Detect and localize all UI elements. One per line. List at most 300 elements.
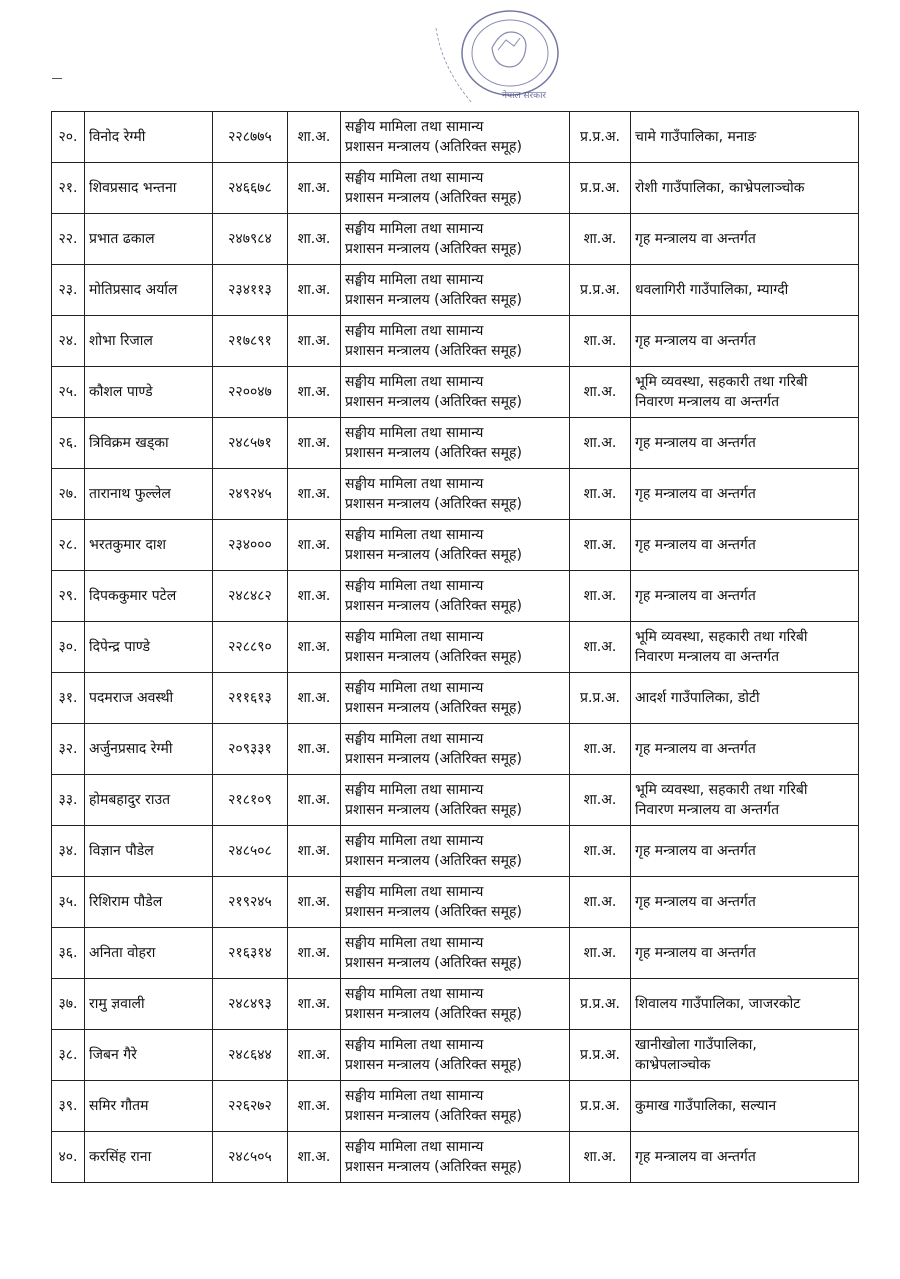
table-row: [52, 367, 859, 418]
table-row: [52, 979, 859, 1030]
serial-number: [52, 1030, 85, 1081]
current-office-text: सङ्घीय मामिला तथा सामान्य: [345, 221, 484, 237]
destination-office-text: भूमि व्यवस्था, सहकारी तथा गरिबी: [635, 374, 808, 390]
current-office-text: सङ्घीय मामिला तथा सामान्य: [345, 833, 484, 849]
table-row: [52, 775, 859, 826]
destination-office: [631, 214, 859, 265]
symbol-number-text: २४८४८२: [228, 588, 272, 604]
current-level-text: शा.अ.: [297, 180, 331, 196]
employee-name-text: तारानाथ फुल्लेल: [89, 486, 171, 502]
employee-name-text: होमबहादुर राउत: [89, 792, 171, 808]
current-office-text: प्रशासन मन्त्रालय (अतिरिक्त समूह): [345, 139, 522, 155]
current-level-text: शा.अ.: [297, 741, 331, 757]
employee-name-text: दिपेन्द्र पाण्डे: [89, 639, 150, 655]
assigned-level: [570, 1132, 631, 1183]
serial-number-text: ३८.: [58, 1047, 78, 1063]
current-office: [341, 775, 570, 826]
current-office-text: प्रशासन मन्त्रालय (अतिरिक्त समूह): [345, 1006, 522, 1022]
current-office: [341, 877, 570, 928]
current-office: [341, 673, 570, 724]
employee-name: [85, 520, 213, 571]
serial-number: [52, 826, 85, 877]
current-office-text: सङ्घीय मामिला तथा सामान्य: [345, 1088, 484, 1104]
current-level: [288, 1081, 341, 1132]
current-level-text: शा.अ.: [297, 792, 331, 808]
current-level: [288, 1030, 341, 1081]
employee-name: [85, 673, 213, 724]
symbol-number: [213, 979, 288, 1030]
employee-name: [85, 214, 213, 265]
current-level-text: शा.अ.: [297, 690, 331, 706]
current-office-text: सङ्घीय मामिला तथा सामान्य: [345, 170, 484, 186]
assigned-level-text: प्र.प्र.अ.: [580, 1098, 620, 1114]
employee-name-text: विनोद रेग्मी: [89, 129, 146, 145]
serial-number-text: २५.: [58, 384, 78, 400]
employee-name: [85, 928, 213, 979]
assigned-level: [570, 316, 631, 367]
current-office: [341, 418, 570, 469]
employee-name: [85, 1132, 213, 1183]
current-office-text: प्रशासन मन्त्रालय (अतिरिक्त समूह): [345, 547, 522, 563]
symbol-number: [213, 928, 288, 979]
current-office: [341, 571, 570, 622]
serial-number: [52, 673, 85, 724]
destination-office: [631, 775, 859, 826]
destination-office: [631, 622, 859, 673]
current-office: [341, 928, 570, 979]
assigned-level: [570, 622, 631, 673]
current-office: [341, 367, 570, 418]
symbol-number: [213, 571, 288, 622]
serial-number: [52, 775, 85, 826]
serial-number-text: २०.: [58, 129, 78, 145]
table-row: [52, 469, 859, 520]
assigned-level-text: प्र.प्र.अ.: [580, 690, 620, 706]
serial-number-text: २३.: [58, 282, 78, 298]
serial-number: [52, 928, 85, 979]
current-office: [341, 724, 570, 775]
assigned-level: [570, 877, 631, 928]
current-office-text: प्रशासन मन्त्रालय (अतिरिक्त समूह): [345, 1159, 522, 1175]
serial-number-text: २७.: [58, 486, 78, 502]
destination-office-text: रोशी गाउँपालिका, काभ्रेपलाञ्चोक: [635, 180, 805, 196]
current-office-text: सङ्घीय मामिला तथा सामान्य: [345, 323, 484, 339]
symbol-number-text: २४८५०८: [228, 843, 272, 859]
assigned-level-text: शा.अ.: [583, 486, 617, 502]
current-office: [341, 316, 570, 367]
serial-number: [52, 1132, 85, 1183]
employee-name: [85, 367, 213, 418]
serial-number-text: ३२.: [58, 741, 78, 757]
destination-office-text: भूमि व्यवस्था, सहकारी तथा गरिबी: [635, 782, 808, 798]
current-level: [288, 928, 341, 979]
employee-name-text: कौशल पाण्डे: [89, 384, 153, 400]
assigned-level: [570, 826, 631, 877]
employee-name-text: शोभा रिजाल: [89, 333, 153, 349]
destination-office: [631, 979, 859, 1030]
employee-name-text: मोतिप्रसाद अर्याल: [89, 282, 178, 298]
serial-number: [52, 877, 85, 928]
current-level: [288, 214, 341, 265]
assigned-level-text: शा.अ.: [583, 741, 617, 757]
destination-office: [631, 1081, 859, 1132]
symbol-number: [213, 520, 288, 571]
current-office: [341, 469, 570, 520]
assigned-level-text: शा.अ.: [583, 894, 617, 910]
current-level: [288, 775, 341, 826]
destination-office-text: गृह मन्त्रालय वा अन्तर्गत: [635, 894, 756, 910]
serial-number-text: ३४.: [58, 843, 78, 859]
current-level: [288, 877, 341, 928]
current-office: [341, 979, 570, 1030]
current-office-text: सङ्घीय मामिला तथा सामान्य: [345, 272, 484, 288]
employee-name: [85, 1030, 213, 1081]
symbol-number: [213, 877, 288, 928]
current-office-text: प्रशासन मन्त्रालय (अतिरिक्त समूह): [345, 241, 522, 257]
symbol-number-text: २११६१३: [228, 690, 272, 706]
table-row: [52, 928, 859, 979]
serial-number: [52, 622, 85, 673]
current-level: [288, 469, 341, 520]
seal-emblem-icon: [432, 8, 562, 113]
assigned-level-text: शा.अ.: [583, 435, 617, 451]
current-level-text: शा.अ.: [297, 384, 331, 400]
symbol-number: [213, 265, 288, 316]
current-office-text: प्रशासन मन्त्रालय (अतिरिक्त समूह): [345, 904, 522, 920]
current-level: [288, 367, 341, 418]
employee-name-text: पदमराज अवस्थी: [89, 690, 174, 706]
destination-office-text: चामे गाउँपालिका, मनाङ: [635, 129, 757, 145]
current-level-text: शा.अ.: [297, 231, 331, 247]
employee-name: [85, 826, 213, 877]
employee-name-text: रिशिराम पौडेल: [89, 894, 163, 910]
symbol-number-text: २३४०००: [228, 537, 272, 553]
current-office-text: सङ्घीय मामिला तथा सामान्य: [345, 986, 484, 1002]
current-level: [288, 112, 341, 163]
employee-name-text: समिर गौतम: [89, 1098, 149, 1114]
current-level-text: शा.अ.: [297, 843, 331, 859]
employee-name-text: त्रिविक्रम खड्का: [89, 435, 169, 451]
destination-office-text: कुमाख गाउँपालिका, सल्यान: [635, 1098, 777, 1114]
current-level-text: शा.अ.: [297, 1149, 331, 1165]
current-level: [288, 979, 341, 1030]
current-office-text: प्रशासन मन्त्रालय (अतिरिक्त समूह): [345, 853, 522, 869]
table-row: [52, 163, 859, 214]
destination-office-text: गृह मन्त्रालय वा अन्तर्गत: [635, 333, 756, 349]
symbol-number-text: २३४११३: [228, 282, 272, 298]
current-office: [341, 826, 570, 877]
destination-office-text: गृह मन्त्रालय वा अन्तर्गत: [635, 435, 756, 451]
symbol-number-text: २१७८९१: [228, 333, 272, 349]
current-office-text: सङ्घीय मामिला तथा सामान्य: [345, 782, 484, 798]
assigned-level-text: शा.अ.: [583, 588, 617, 604]
destination-office: [631, 1132, 859, 1183]
assigned-level-text: शा.अ.: [583, 792, 617, 808]
current-level-text: शा.अ.: [297, 894, 331, 910]
current-level: [288, 265, 341, 316]
current-level: [288, 163, 341, 214]
destination-office-text: गृह मन्त्रालय वा अन्तर्गत: [635, 945, 756, 961]
assigned-level: [570, 724, 631, 775]
table-row: [52, 724, 859, 775]
destination-office-text: निवारण मन्त्रालय वा अन्तर्गत: [635, 394, 780, 410]
destination-office-text: निवारण मन्त्रालय वा अन्तर्गत: [635, 649, 780, 665]
destination-office-text: भूमि व्यवस्था, सहकारी तथा गरिबी: [635, 629, 808, 645]
current-level: [288, 622, 341, 673]
current-office: [341, 1132, 570, 1183]
symbol-number: [213, 1030, 288, 1081]
serial-number-text: २२.: [58, 231, 78, 247]
destination-office: [631, 877, 859, 928]
symbol-number: [213, 418, 288, 469]
destination-office: [631, 316, 859, 367]
serial-number-text: ४०.: [58, 1149, 78, 1165]
current-office-text: प्रशासन मन्त्रालय (अतिरिक्त समूह): [345, 1108, 522, 1124]
assigned-level: [570, 1030, 631, 1081]
destination-office: [631, 367, 859, 418]
assigned-level: [570, 571, 631, 622]
employee-name-text: अनिता वोहरा: [89, 945, 156, 961]
current-office: [341, 1081, 570, 1132]
serial-number: [52, 265, 85, 316]
current-level-text: शा.अ.: [297, 639, 331, 655]
current-office-text: प्रशासन मन्त्रालय (अतिरिक्त समूह): [345, 700, 522, 716]
current-level-text: शा.अ.: [297, 129, 331, 145]
assigned-level-text: शा.अ.: [583, 843, 617, 859]
destination-office-text: गृह मन्त्रालय वा अन्तर्गत: [635, 741, 756, 757]
destination-office: [631, 571, 859, 622]
symbol-number: [213, 622, 288, 673]
destination-office: [631, 928, 859, 979]
assigned-level: [570, 469, 631, 520]
roster-body: [52, 112, 859, 1183]
assigned-level: [570, 418, 631, 469]
current-office-text: सङ्घीय मामिला तथा सामान्य: [345, 425, 484, 441]
serial-number-text: ३९.: [58, 1098, 78, 1114]
current-level-text: शा.अ.: [297, 486, 331, 502]
symbol-number: [213, 163, 288, 214]
assigned-level: [570, 367, 631, 418]
serial-number-text: २९.: [58, 588, 78, 604]
employee-name: [85, 724, 213, 775]
current-office-text: सङ्घीय मामिला तथा सामान्य: [345, 629, 484, 645]
symbol-number-text: २२००४७: [228, 384, 272, 400]
table-row: [52, 1132, 859, 1183]
symbol-number-text: २४७९८४: [228, 231, 272, 247]
seal-text: नेपाल सरकार: [502, 91, 547, 101]
employee-name-text: प्रभात ढकाल: [89, 231, 155, 247]
destination-office: [631, 418, 859, 469]
table-row: [52, 622, 859, 673]
symbol-number-text: २४८६४४: [228, 1047, 272, 1063]
destination-office: [631, 163, 859, 214]
table-row: [52, 673, 859, 724]
table-row: [52, 571, 859, 622]
serial-number-text: २६.: [58, 435, 78, 451]
serial-number-text: २४.: [58, 333, 78, 349]
table-row: [52, 418, 859, 469]
destination-office: [631, 520, 859, 571]
current-level: [288, 1132, 341, 1183]
current-office-text: प्रशासन मन्त्रालय (अतिरिक्त समूह): [345, 955, 522, 971]
assigned-level: [570, 673, 631, 724]
current-office-text: सङ्घीय मामिला तथा सामान्य: [345, 731, 484, 747]
assigned-level: [570, 520, 631, 571]
serial-number: [52, 571, 85, 622]
assigned-level-text: प्र.प्र.अ.: [580, 180, 620, 196]
current-office: [341, 622, 570, 673]
current-level: [288, 571, 341, 622]
serial-number-text: ३३.: [58, 792, 78, 808]
destination-office-text: गृह मन्त्रालय वा अन्तर्गत: [635, 231, 756, 247]
current-level: [288, 316, 341, 367]
transfer-roster-table: [51, 111, 859, 1183]
serial-number: [52, 520, 85, 571]
current-office-text: प्रशासन मन्त्रालय (अतिरिक्त समूह): [345, 649, 522, 665]
serial-number: [52, 979, 85, 1030]
destination-office-text: गृह मन्त्रालय वा अन्तर्गत: [635, 486, 756, 502]
employee-name-text: दिपककुमार पटेल: [89, 588, 177, 604]
serial-number: [52, 112, 85, 163]
table-row: [52, 112, 859, 163]
symbol-number: [213, 316, 288, 367]
symbol-number: [213, 214, 288, 265]
current-office-text: प्रशासन मन्त्रालय (अतिरिक्त समूह): [345, 292, 522, 308]
current-office-text: प्रशासन मन्त्रालय (अतिरिक्त समूह): [345, 802, 522, 818]
current-level: [288, 673, 341, 724]
symbol-number-text: २२८७७५: [228, 129, 272, 145]
current-office-text: सङ्घीय मामिला तथा सामान्य: [345, 476, 484, 492]
current-office: [341, 163, 570, 214]
employee-name: [85, 1081, 213, 1132]
assigned-level-text: शा.अ.: [583, 639, 617, 655]
destination-office-text: निवारण मन्त्रालय वा अन्तर्गत: [635, 802, 780, 818]
assigned-level: [570, 112, 631, 163]
table-row: [52, 520, 859, 571]
current-office: [341, 265, 570, 316]
current-office-text: प्रशासन मन्त्रालय (अतिरिक्त समूह): [345, 394, 522, 410]
current-office-text: सङ्घीय मामिला तथा सामान्य: [345, 884, 484, 900]
current-level: [288, 520, 341, 571]
employee-name-text: रामु ज्ञवाली: [89, 996, 145, 1012]
destination-office-text: खानीखोला गाउँपालिका,: [635, 1037, 757, 1053]
symbol-number-text: २०९३३१: [228, 741, 272, 757]
symbol-number-text: २१८१०९: [228, 792, 272, 808]
assigned-level-text: प्र.प्र.अ.: [580, 129, 620, 145]
current-level: [288, 418, 341, 469]
current-level: [288, 724, 341, 775]
employee-name: [85, 265, 213, 316]
employee-name: [85, 112, 213, 163]
current-office-text: सङ्घीय मामिला तथा सामान्य: [345, 527, 484, 543]
serial-number: [52, 418, 85, 469]
destination-office: [631, 112, 859, 163]
symbol-number-text: २१६३१४: [228, 945, 272, 961]
assigned-level-text: शा.अ.: [583, 384, 617, 400]
symbol-number: [213, 826, 288, 877]
current-level-text: शा.अ.: [297, 945, 331, 961]
symbol-number: [213, 724, 288, 775]
table-row: [52, 1081, 859, 1132]
destination-office: [631, 826, 859, 877]
symbol-number: [213, 367, 288, 418]
employee-name: [85, 877, 213, 928]
assigned-level: [570, 928, 631, 979]
current-office-text: सङ्घीय मामिला तथा सामान्य: [345, 680, 484, 696]
assigned-level-text: शा.अ.: [583, 945, 617, 961]
table-row: [52, 877, 859, 928]
current-level-text: शा.अ.: [297, 537, 331, 553]
current-office-text: प्रशासन मन्त्रालय (अतिरिक्त समूह): [345, 190, 522, 206]
employee-name-text: शिवप्रसाद भन्तना: [89, 180, 177, 196]
destination-office: [631, 265, 859, 316]
employee-name: [85, 979, 213, 1030]
current-office-text: सङ्घीय मामिला तथा सामान्य: [345, 1037, 484, 1053]
assigned-level: [570, 979, 631, 1030]
current-office-text: प्रशासन मन्त्रालय (अतिरिक्त समूह): [345, 1057, 522, 1073]
serial-number: [52, 469, 85, 520]
current-level-text: शा.अ.: [297, 333, 331, 349]
symbol-number: [213, 469, 288, 520]
table-row: [52, 1030, 859, 1081]
current-office-text: प्रशासन मन्त्रालय (अतिरिक्त समूह): [345, 496, 522, 512]
assigned-level-text: प्र.प्र.अ.: [580, 996, 620, 1012]
symbol-number: [213, 1081, 288, 1132]
assigned-level: [570, 1081, 631, 1132]
current-level-text: शा.अ.: [297, 1047, 331, 1063]
employee-name: [85, 316, 213, 367]
serial-number-text: २१.: [58, 180, 78, 196]
assigned-level: [570, 163, 631, 214]
destination-office: [631, 469, 859, 520]
symbol-number-text: २४८५७१: [228, 435, 272, 451]
symbol-number-text: २१९२४५: [228, 894, 272, 910]
current-level-text: शा.अ.: [297, 282, 331, 298]
destination-office: [631, 1030, 859, 1081]
destination-office-text: गृह मन्त्रालय वा अन्तर्गत: [635, 588, 756, 604]
symbol-number-text: २२८८९०: [228, 639, 272, 655]
assigned-level-text: शा.अ.: [583, 333, 617, 349]
destination-office-text: धवलागिरी गाउँपालिका, म्याग्दी: [635, 282, 789, 298]
employee-name-text: विज्ञान पौडेल: [89, 843, 154, 859]
symbol-number: [213, 775, 288, 826]
employee-name: [85, 775, 213, 826]
employee-name-text: अर्जुनप्रसाद रेग्मी: [89, 741, 173, 757]
current-level-text: शा.अ.: [297, 996, 331, 1012]
symbol-number-text: २४८४९३: [228, 996, 272, 1012]
current-office-text: सङ्घीय मामिला तथा सामान्य: [345, 935, 484, 951]
serial-number: [52, 163, 85, 214]
serial-number: [52, 1081, 85, 1132]
employee-name: [85, 622, 213, 673]
assigned-level: [570, 775, 631, 826]
current-office-text: सङ्घीय मामिला तथा सामान्य: [345, 374, 484, 390]
employee-name-text: जिबन गैरे: [89, 1047, 137, 1063]
serial-number-text: ३०.: [58, 639, 78, 655]
current-office: [341, 112, 570, 163]
assigned-level-text: शा.अ.: [583, 537, 617, 553]
current-office-text: प्रशासन मन्त्रालय (अतिरिक्त समूह): [345, 445, 522, 461]
employee-name-text: भरतकुमार दाश: [89, 537, 167, 553]
employee-name: [85, 418, 213, 469]
assigned-level: [570, 265, 631, 316]
serial-number: [52, 316, 85, 367]
table-row: [52, 214, 859, 265]
destination-office: [631, 673, 859, 724]
table-row: [52, 826, 859, 877]
current-office-text: सङ्घीय मामिला तथा सामान्य: [345, 119, 484, 135]
margin-mark: [52, 78, 62, 79]
